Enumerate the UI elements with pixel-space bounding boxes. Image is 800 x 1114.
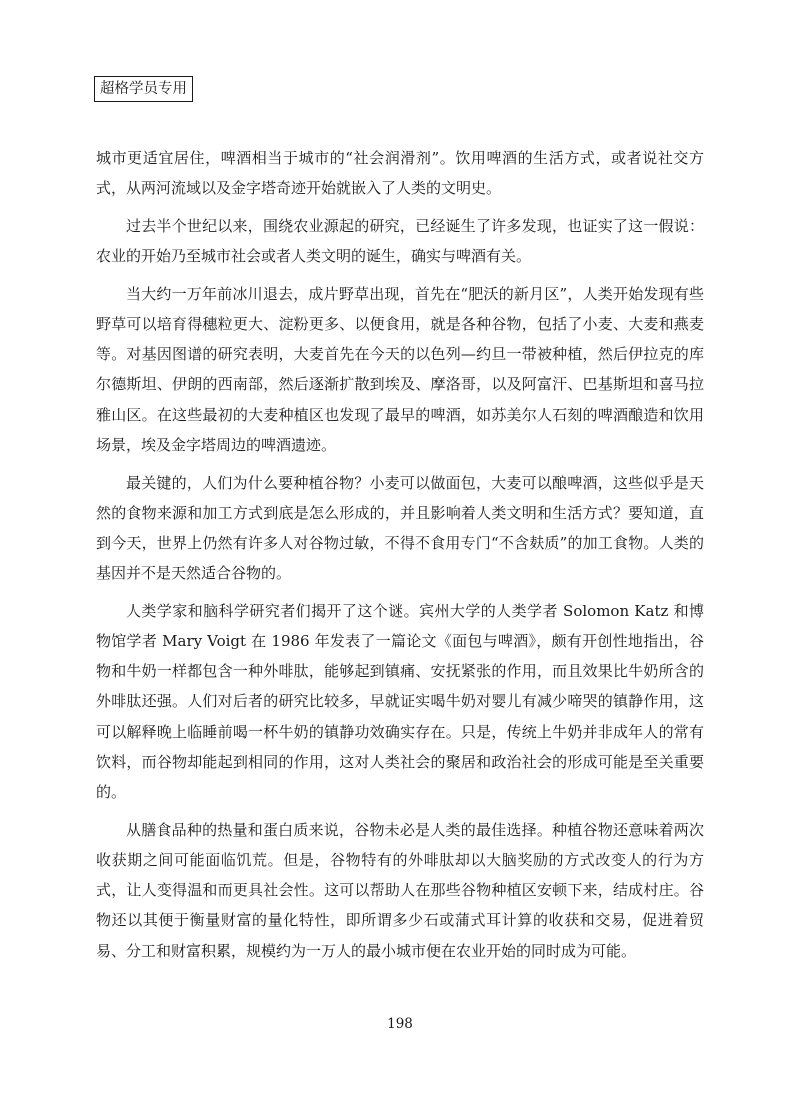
page-number: 198 — [387, 1016, 413, 1032]
body-text — [96, 143, 704, 973]
paragraph: 当大约一万年前冰川退去，成片野草出现，首先在“肥沃的新月区”，人类开始发现有些野草可以培育得穗粒更大、淀粉更多、以便食用，就是各种谷物，包括了小麦、大麦和燕麦等。对基因图谱的研究表明，大麦首先在今天的以色列—约旦一带被种植，然后伊拉克的库尔德斯坦、伊朗的西南部，然后逐渐扩散到埃及、摩洛哥，以及阿富汗、巴基斯坦和喜马拉雅山区。在这些最初的大麦种植区也发现了最早的啤酒，如苏美尔人石刻的啤酒酿造和饮用场景，埃及金字塔周边的啤酒遗迹。 — [96, 284, 704, 454]
header-badge: 超格学员专用 — [94, 76, 193, 102]
paragraph: 过去半个世纪以来，围绕农业源起的研究，已经诞生了许多发现，也证实了这一假说：农业的开始乃至城市社会或者人类文明的诞生，确实与啤酒有关。 — [96, 216, 704, 266]
paragraph: 人类学家和脑科学研究者们揭开了这个谜。宾州大学的人类学者 Solomon Katz 和博物馆学者 Mary Voigt 在 1986 年发表了一篇论文《面包与啤酒》，颇有开创性地指出，谷物和牛奶一样都包含一种外啡肽，能够起到镇痛、安抚紧张的作用，而且效果比牛奶所含的外啡肽还强。人们对后者的研究比较多，早就证实喝牛奶对婴儿有减少啼哭的镇静作用，这可以解释晚上临睡前喝一杯牛奶的镇静功效确实存在。只是，传统上牛奶并非成年人的常有饮料，而谷物却能起到相同的作用，这对人类社会的聚居和政治社会的形成可能是至关重要的。 — [96, 601, 704, 802]
paragraph-continued: 城市更适宜居住，啤酒相当于城市的“社会润滑剂”。饮用啤酒的生活方式，或者说社交方式，从两河流域以及金字塔奇迹开始就嵌入了人类的文明史。 — [96, 149, 704, 198]
paragraph: 最关键的，人们为什么要种植谷物？小麦可以做面包，大麦可以酿啤酒，这些似乎是天然的食物来源和加工方式到底是怎么形成的，并且影响着人类文明和生活方式？要知道，直到今天，世界上仍然有许多人对谷物过敏，不得不食用专门“不含麸质”的加工食物。人类的基因并不是天然适合谷物的。 — [96, 473, 704, 583]
paragraph: 从膳食品种的热量和蛋白质来说，谷物未必是人类的最佳选择。种植谷物还意味着两次收获期之间可能面临饥荒。但是，谷物特有的外啡肽却以大脑奖励的方式改变人的行为方式，让人变得温和而更具社会性。这可以帮助人在那些谷物种植区安顿下来，结成村庄。谷物还以其便于衡量财富的量化特性，即所谓多少石或蒲式耳计算的收获和交易，促进着贸易、分工和财富积累，规模约为一万人的最小城市便在农业开始的同时成为可能。 — [96, 820, 704, 960]
